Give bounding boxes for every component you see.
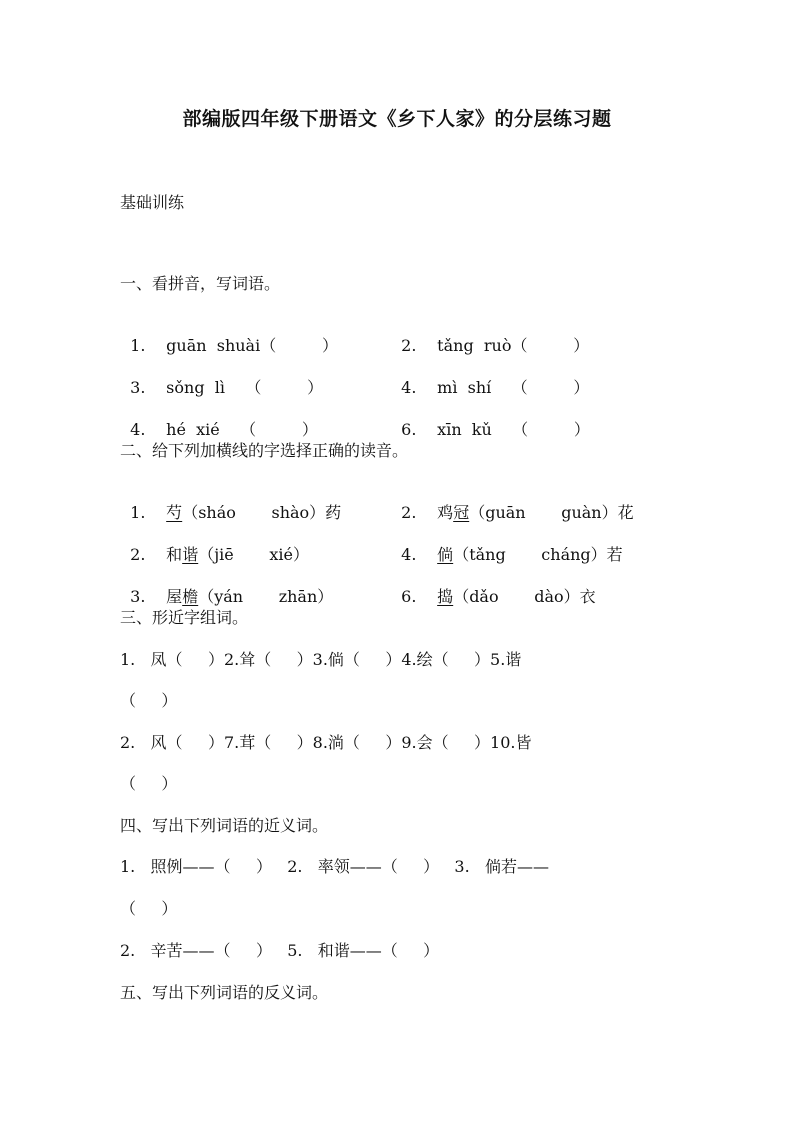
- pinyin-item: guān shuài（ ）: [166, 336, 338, 355]
- item-number: 6.: [401, 587, 417, 606]
- item-number: 4.: [401, 545, 417, 564]
- underlined-char: 谐: [182, 545, 199, 564]
- pinyin-item: xīn kǔ （ ）: [437, 420, 590, 439]
- section4-line: 1. 照例——（ ） 2. 率领——（ ） 3. 倘若——: [120, 857, 549, 876]
- reading-item: 和谐（jiē xié）: [166, 545, 309, 564]
- item-number: 2.: [130, 545, 146, 564]
- section2-row: [120, 483, 634, 523]
- pinyin-item: sǒng lì （ ）: [166, 378, 324, 397]
- item-number: 3.: [130, 378, 146, 397]
- section1-heading: 一、看拼音，写词语。: [120, 274, 281, 293]
- item-number: 1.: [130, 503, 146, 522]
- item-number: 2.: [401, 503, 417, 522]
- section1-row: [120, 316, 589, 356]
- pinyin-item: hé xié （ ）: [166, 420, 318, 439]
- section5-heading: 五、写出下列词语的反义词。: [120, 983, 329, 1002]
- underlined-char: 冠: [453, 503, 470, 522]
- section4-line: 2. 辛苦——（ ） 5. 和谐——（ ）: [120, 941, 440, 960]
- underlined-char: 倘: [437, 545, 454, 564]
- item-number: 6.: [401, 420, 417, 439]
- item-number: 2.: [401, 336, 417, 355]
- section-subtitle: 基础训练: [120, 193, 185, 212]
- underlined-char: 捣: [437, 587, 454, 606]
- reading-item: 鸡冠（guān guàn）花: [437, 503, 634, 522]
- section4-line: （ ）: [120, 899, 178, 918]
- section4-heading: 四、写出下列词语的近义词。: [120, 816, 329, 835]
- section3-line: （ ）: [120, 774, 178, 793]
- reading-item: 芍（sháo shào）药: [166, 503, 342, 522]
- reading-item: 倘（tǎng cháng）若: [437, 545, 623, 564]
- underlined-char: 檐: [182, 587, 199, 606]
- underlined-char: 芍: [166, 503, 183, 522]
- section1-row: [120, 400, 590, 440]
- section3-line: （ ）: [120, 691, 178, 710]
- item-number: 4.: [130, 420, 146, 439]
- section3-line: 1. 凤（ ）2.耸（ ）3.倘（ ）4.绘（ ）5.谐: [120, 650, 522, 669]
- section1-row: [120, 358, 589, 398]
- section2-row: [120, 567, 596, 607]
- section3-heading: 三、形近字组词。: [120, 608, 249, 627]
- reading-item: 屋檐（yán zhān）: [166, 587, 334, 606]
- page-title: 部编版四年级下册语文《乡下人家》的分层练习题: [182, 108, 612, 130]
- section2-row: [120, 525, 623, 565]
- pinyin-item: mì shí （ ）: [437, 378, 590, 397]
- section2-heading: 二、给下列加横线的字选择正确的读音。: [120, 441, 409, 460]
- item-number: 4.: [401, 378, 417, 397]
- item-number: 1.: [130, 336, 146, 355]
- pinyin-item: tǎng ruò（ ）: [437, 336, 590, 355]
- section3-line: 2. 风（ ）7.茸（ ）8.淌（ ）9.会（ ）10.皆: [120, 733, 532, 752]
- item-number: 3.: [130, 587, 146, 606]
- reading-item: 捣（dǎo dào）衣: [437, 587, 596, 606]
